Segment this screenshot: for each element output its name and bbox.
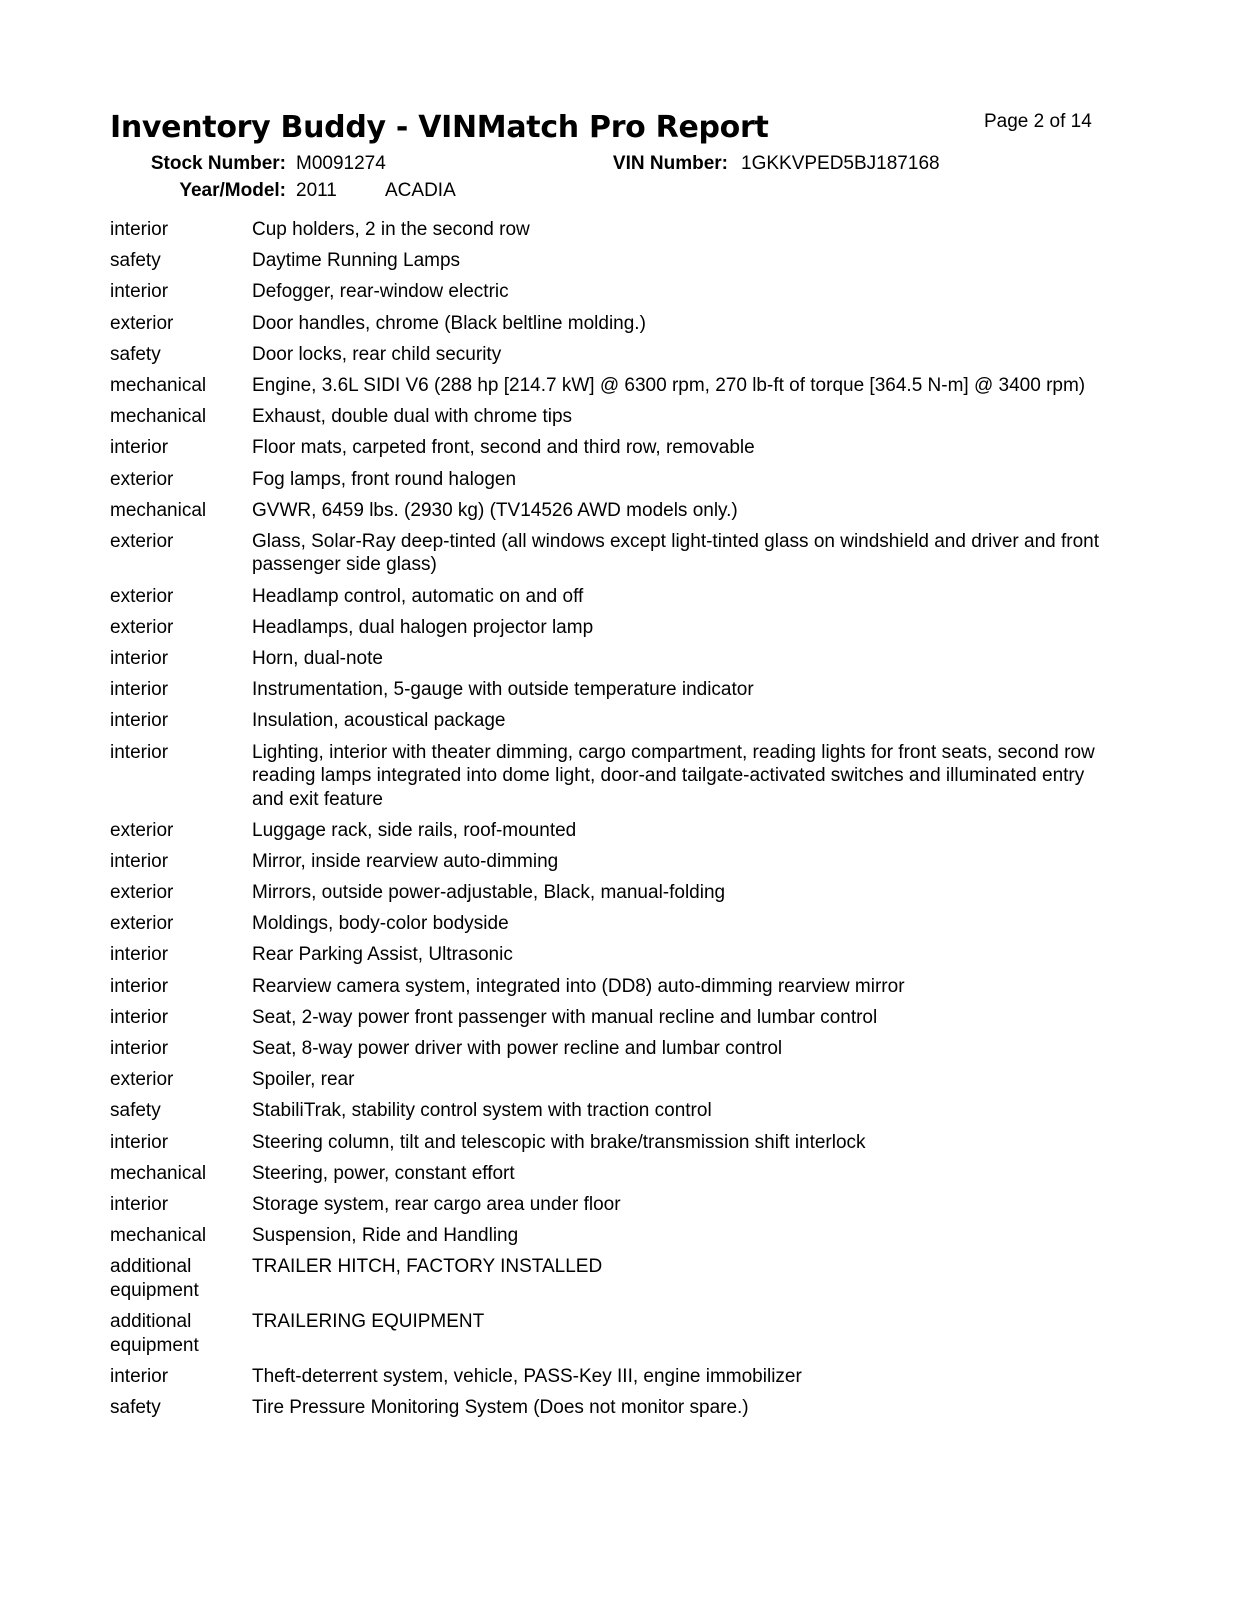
feature-row <box>110 881 1110 905</box>
feature-description: Moldings, body-color bodyside <box>252 913 509 935</box>
feature-description: Door locks, rear child security <box>252 343 502 365</box>
feature-description: Door handles, chrome (Black beltline molding.) <box>252 312 646 334</box>
feature-row <box>110 1310 1110 1357</box>
feature-category: interior <box>110 679 169 701</box>
feature-row <box>110 1006 1110 1030</box>
feature-row <box>110 678 1110 702</box>
feature-row <box>110 405 1110 429</box>
feature-row <box>110 499 1110 523</box>
stock-number-label: Stock Number: <box>150 153 286 174</box>
feature-description: Suspension, Ride and Handling <box>252 1225 519 1247</box>
feature-description: Insulation, acoustical package <box>252 710 506 732</box>
feature-category: exterior <box>110 882 174 904</box>
feature-category: interior <box>110 944 169 966</box>
feature-category: additional equipment <box>110 1256 199 1301</box>
feature-category: exterior <box>110 913 174 935</box>
feature-description: Luggage rack, side rails, roof-mounted <box>252 819 577 841</box>
feature-row <box>110 1193 1110 1217</box>
feature-category: mechanical <box>110 374 207 396</box>
feature-description: Floor mats, carpeted front, second and third row, removable <box>252 437 755 459</box>
feature-description: Headlamps, dual halogen projector lamp <box>252 616 594 638</box>
feature-category: exterior <box>110 1069 174 1091</box>
feature-row <box>110 647 1110 671</box>
feature-description: Daytime Running Lamps <box>252 250 461 272</box>
feature-category: interior <box>110 1365 169 1387</box>
feature-category: safety <box>110 250 161 272</box>
feature-row <box>110 943 1110 967</box>
year-model-row <box>0 180 1236 204</box>
feature-description: Fog lamps, front round halogen <box>252 468 517 490</box>
stock-number-value: M0091274 <box>296 153 386 174</box>
feature-category: exterior <box>110 616 174 638</box>
feature-description: Engine, 3.6L SIDI V6 (288 hp [214.7 kW] @ 6300 rpm, 270 lb-ft of torque [364.5 N-m] @ 3400 rpm) <box>252 374 1086 396</box>
feature-row <box>110 741 1110 812</box>
feature-category: interior <box>110 1131 169 1153</box>
feature-category: interior <box>110 219 169 240</box>
feature-description: Exhaust, double dual with chrome tips <box>252 406 573 428</box>
feature-row <box>110 249 1110 273</box>
feature-row <box>110 218 1110 242</box>
feature-description: Mirrors, outside power-adjustable, Black, manual-folding <box>252 882 726 904</box>
feature-category: safety <box>110 343 161 365</box>
year-value: 2011 <box>296 180 337 201</box>
feature-category: safety <box>110 1396 161 1418</box>
feature-category: interior <box>110 1006 169 1028</box>
feature-description: Seat, 2-way power front passenger with manual recline and lumbar control <box>252 1006 878 1028</box>
feature-row <box>110 709 1110 733</box>
feature-description: Steering column, tilt and telescopic with brake/transmission shift interlock <box>252 1131 866 1153</box>
feature-row <box>110 1131 1110 1155</box>
feature-category: exterior <box>110 468 174 490</box>
feature-category: interior <box>110 647 169 669</box>
feature-row <box>110 436 1110 460</box>
feature-row <box>110 374 1110 398</box>
vin-number-value: 1GKKVPED5BJ187168 <box>741 153 940 174</box>
feature-category: interior <box>110 710 169 732</box>
feature-description: TRAILER HITCH, FACTORY INSTALLED <box>252 1256 603 1278</box>
feature-category: exterior <box>110 312 174 334</box>
feature-category: exterior <box>110 819 174 841</box>
feature-description: Spoiler, rear <box>252 1069 355 1091</box>
feature-row <box>110 1255 1110 1302</box>
feature-row <box>110 312 1110 336</box>
feature-row <box>110 468 1110 492</box>
feature-category: interior <box>110 850 169 872</box>
feature-row <box>110 616 1110 640</box>
feature-category: mechanical <box>110 406 207 428</box>
feature-row <box>110 585 1110 609</box>
feature-row <box>110 850 1110 874</box>
feature-list <box>110 218 1110 1427</box>
feature-row <box>110 1037 1110 1061</box>
feature-category: exterior <box>110 585 174 607</box>
feature-description: Storage system, rear cargo area under floor <box>252 1193 621 1215</box>
feature-category: interior <box>110 281 169 303</box>
feature-category: safety <box>110 1100 161 1122</box>
feature-description: TRAILERING EQUIPMENT <box>252 1311 485 1332</box>
feature-row <box>110 1162 1110 1186</box>
feature-category: interior <box>110 437 169 459</box>
feature-category: mechanical <box>110 1162 207 1184</box>
feature-description: Cup holders, 2 in the second row <box>252 219 530 240</box>
report-title: Inventory Buddy - VINMatch Pro Report <box>110 110 769 145</box>
feature-row <box>110 1068 1110 1092</box>
feature-description: Horn, dual-note <box>252 647 383 669</box>
vin-number-label: VIN Number: <box>612 153 728 174</box>
feature-description: StabiliTrak, stability control system with traction control <box>252 1100 712 1122</box>
feature-row <box>110 912 1110 936</box>
feature-row <box>110 1224 1110 1248</box>
feature-category: mechanical <box>110 499 207 521</box>
stock-number-row <box>0 153 1236 177</box>
feature-category: interior <box>110 1193 169 1215</box>
feature-category: interior <box>110 741 169 763</box>
feature-row <box>110 1396 1110 1420</box>
feature-row <box>110 819 1110 843</box>
feature-row <box>110 1365 1110 1389</box>
feature-row <box>110 1099 1110 1123</box>
feature-description: Rearview camera system, integrated into (DD8) auto-dimming rearview mirror <box>252 975 905 997</box>
feature-category: interior <box>110 975 169 997</box>
page-indicator: Page 2 of 14 <box>984 111 1092 132</box>
feature-description: Glass, Solar-Ray deep-tinted (all windows except light-tinted glass on windshield and driver and front passenger side glass) <box>252 530 1099 576</box>
feature-description: GVWR, 6459 lbs. (2930 kg) (TV14526 AWD models only.) <box>252 499 738 521</box>
model-value: ACADIA <box>385 180 456 201</box>
feature-description: Defogger, rear-window electric <box>252 281 509 303</box>
feature-row <box>110 530 1110 577</box>
feature-description: Theft-deterrent system, vehicle, PASS-Key III, engine immobilizer <box>252 1365 802 1387</box>
feature-description: Steering, power, constant effort <box>252 1162 515 1184</box>
year-model-label: Year/Model: <box>179 180 286 201</box>
feature-row <box>110 280 1110 304</box>
feature-description: Lighting, interior with theater dimming, cargo compartment, reading lights for front seats, second row reading lamps integrated into dome light, door-and tailgate-activated switches and illuminated entry and exit feature <box>252 741 1095 810</box>
feature-description: Instrumentation, 5-gauge with outside temperature indicator <box>252 679 754 701</box>
feature-description: Tire Pressure Monitoring System (Does not monitor spare.) <box>252 1396 749 1418</box>
feature-category: exterior <box>110 530 174 552</box>
feature-row <box>110 975 1110 999</box>
feature-category: additional equipment <box>110 1311 199 1356</box>
feature-category: mechanical <box>110 1225 207 1247</box>
feature-description: Seat, 8-way power driver with power recline and lumbar control <box>252 1038 783 1059</box>
feature-description: Headlamp control, automatic on and off <box>252 585 584 607</box>
feature-description: Rear Parking Assist, Ultrasonic <box>252 944 513 966</box>
feature-description: Mirror, inside rearview auto-dimming <box>252 850 559 872</box>
feature-row <box>110 343 1110 367</box>
feature-category: interior <box>110 1038 169 1059</box>
